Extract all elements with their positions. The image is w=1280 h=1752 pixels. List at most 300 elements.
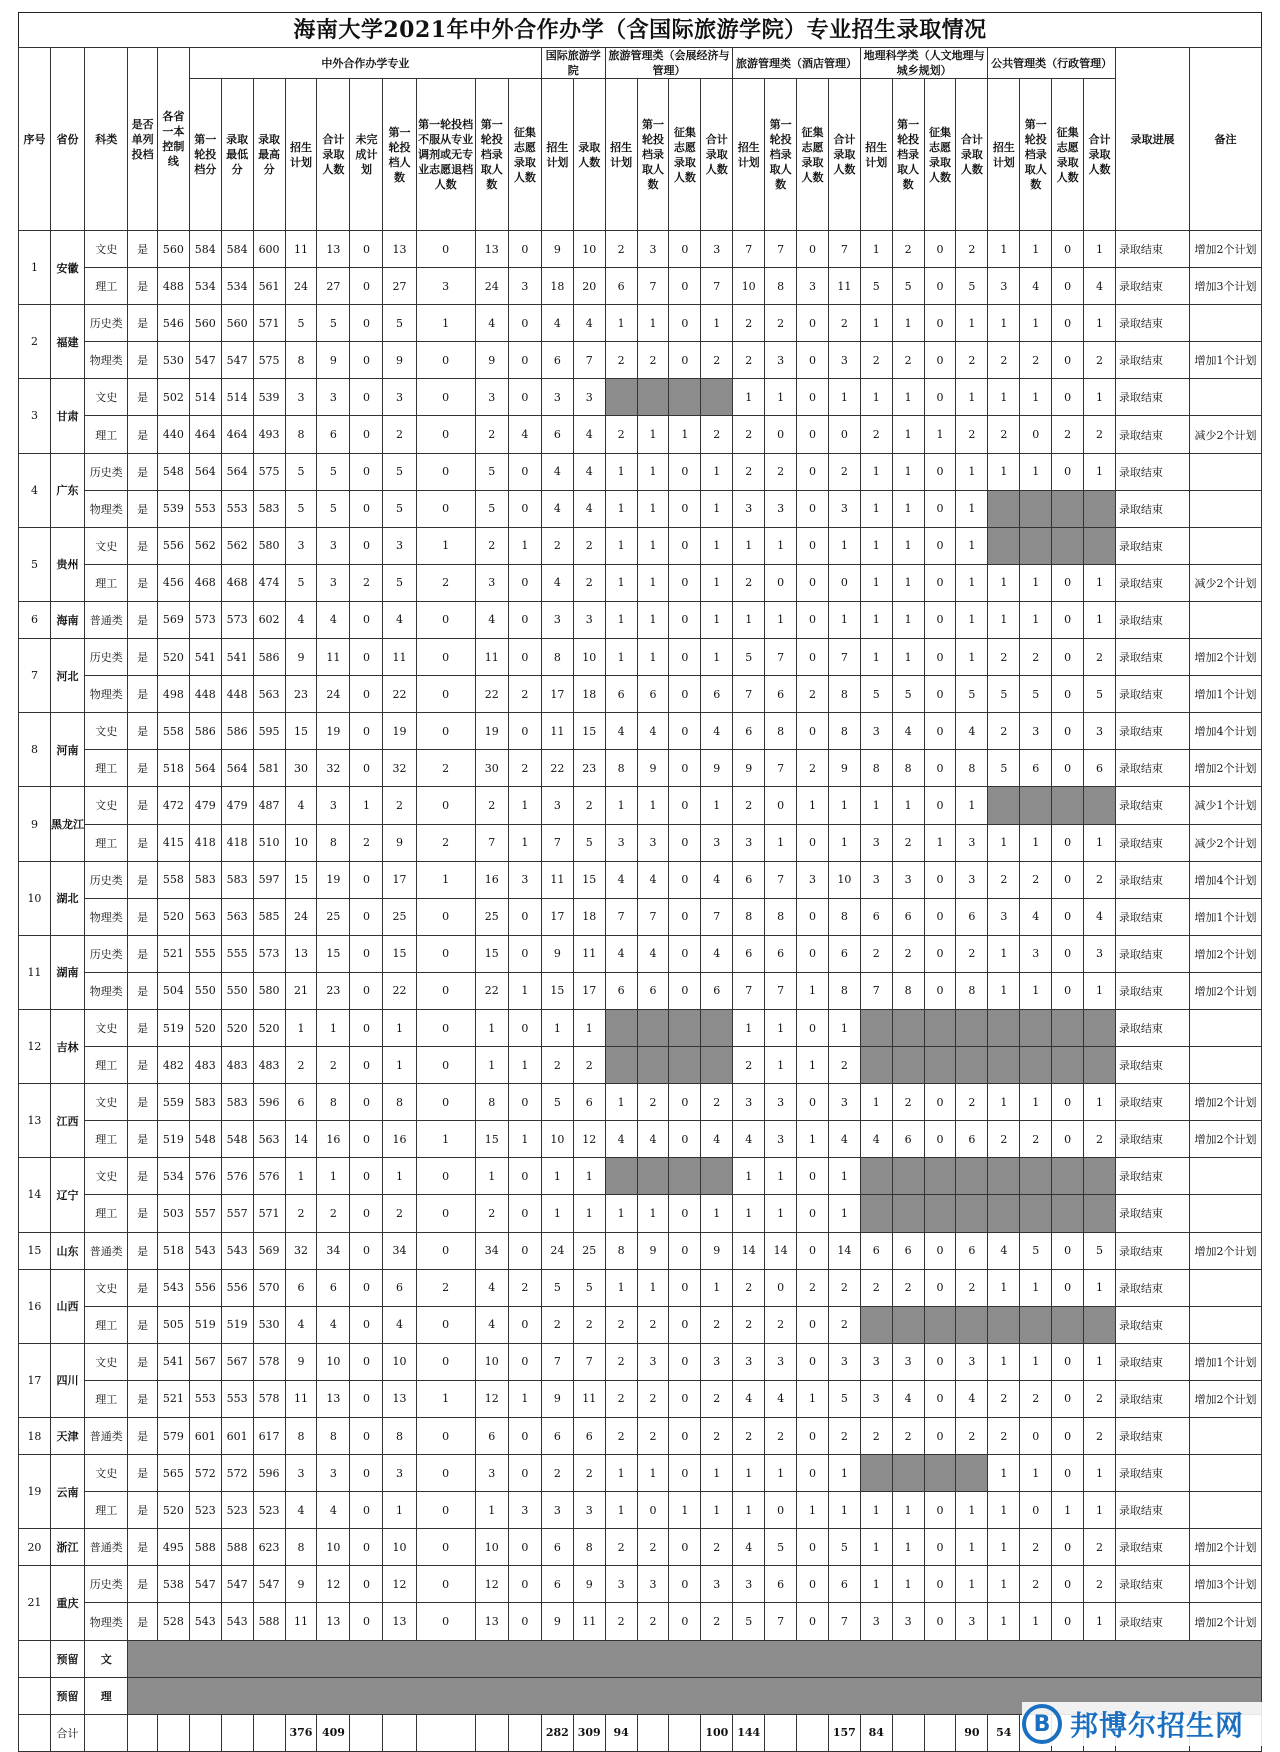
row-value: 0 <box>1052 713 1084 750</box>
row-value: 0 <box>508 1158 541 1195</box>
row-value: 518 <box>157 1232 189 1269</box>
row-value: 597 <box>253 861 285 898</box>
row-value: 19 <box>317 713 350 750</box>
row-value: 1 <box>1084 601 1116 638</box>
row-remark <box>1189 1455 1261 1492</box>
table-row <box>19 1380 1262 1417</box>
row-value: 601 <box>189 1418 221 1455</box>
row-value: 4 <box>1084 898 1116 935</box>
row-value: 1 <box>956 490 988 527</box>
row-value: 0 <box>508 453 541 490</box>
row-value: 3 <box>765 490 797 527</box>
empty-cell <box>605 379 637 416</box>
row-value: 556 <box>189 1269 221 1306</box>
row-subject: 物理类 <box>85 490 128 527</box>
row-value: 1 <box>317 1009 350 1046</box>
row-value: 2 <box>765 453 797 490</box>
row-seq-empty <box>19 1677 51 1714</box>
site-name: 邦博尔招生网 <box>1070 1709 1245 1742</box>
row-value: 3 <box>285 527 317 564</box>
row-value: 585 <box>253 898 285 935</box>
row-value: 0 <box>416 1009 475 1046</box>
row-value: 6 <box>573 1418 605 1455</box>
row-value: 11 <box>285 1603 317 1640</box>
row-value: 0 <box>1052 824 1084 861</box>
row-value: 0 <box>924 268 956 305</box>
row-value: 0 <box>828 564 860 601</box>
col-seq: 序号 <box>19 48 51 231</box>
row-value: 1 <box>1020 1084 1052 1121</box>
row-value: 1 <box>860 1492 892 1529</box>
table-row <box>19 1603 1262 1640</box>
row-value: 0 <box>508 1306 541 1343</box>
empty-cell <box>1020 490 1052 527</box>
row-value: 564 <box>189 453 221 490</box>
row-value: 0 <box>669 898 701 935</box>
row-value: 是 <box>128 1047 158 1084</box>
col-group4-0: 招生计划 <box>860 79 892 231</box>
row-value: 1 <box>701 1269 733 1306</box>
row-subject: 文史 <box>85 1009 128 1046</box>
row-value: 8 <box>573 1529 605 1566</box>
row-value: 1 <box>892 305 924 342</box>
row-value: 1 <box>1084 305 1116 342</box>
row-value: 25 <box>383 898 416 935</box>
row-value: 10 <box>383 1529 416 1566</box>
row-value: 4 <box>475 305 508 342</box>
row-progress: 录取结束 <box>1115 416 1189 453</box>
row-value: 0 <box>416 787 475 824</box>
table-row <box>19 1418 1262 1455</box>
row-value: 8 <box>317 1418 350 1455</box>
row-value: 13 <box>475 231 508 268</box>
row-seq: 10 <box>19 861 51 935</box>
row-value: 3 <box>860 713 892 750</box>
row-value: 562 <box>221 527 253 564</box>
row-value: 是 <box>128 1232 158 1269</box>
col-group5-2: 征集志愿录取人数 <box>1052 79 1084 231</box>
row-value: 17 <box>573 972 605 1009</box>
row-value: 7 <box>765 231 797 268</box>
row-value: 0 <box>924 1269 956 1306</box>
table-row <box>19 1158 1262 1195</box>
row-value: 3 <box>416 268 475 305</box>
row-province: 湖南 <box>50 935 84 1009</box>
row-value: 5 <box>285 490 317 527</box>
row-value: 547 <box>221 342 253 379</box>
row-value: 7 <box>765 972 797 1009</box>
row-value: 8 <box>765 898 797 935</box>
row-value: 1 <box>988 1084 1020 1121</box>
row-value: 1 <box>956 639 988 676</box>
row-value: 0 <box>508 639 541 676</box>
row-value: 3 <box>637 231 669 268</box>
empty-cell <box>605 1009 637 1046</box>
row-value: 0 <box>508 1529 541 1566</box>
row-value: 576 <box>253 1158 285 1195</box>
row-value: 1 <box>701 639 733 676</box>
row-value: 是 <box>128 898 158 935</box>
row-value: 556 <box>157 527 189 564</box>
row-value: 1 <box>541 1195 573 1232</box>
row-value: 0 <box>350 416 383 453</box>
row-value: 1 <box>573 1195 605 1232</box>
row-value: 1 <box>956 305 988 342</box>
row-value: 547 <box>221 1566 253 1603</box>
row-value: 3 <box>892 861 924 898</box>
row-value: 10 <box>285 824 317 861</box>
empty-cell <box>701 379 733 416</box>
empty-cell <box>1052 490 1084 527</box>
row-progress: 录取结束 <box>1115 1009 1189 1046</box>
row-value: 448 <box>221 676 253 713</box>
row-value: 11 <box>573 1603 605 1640</box>
row-value: 617 <box>253 1418 285 1455</box>
row-value: 32 <box>285 1232 317 1269</box>
empty-cell <box>956 1455 988 1492</box>
row-value: 3 <box>285 1455 317 1492</box>
row-province: 河北 <box>50 639 84 713</box>
row-value: 2 <box>508 676 541 713</box>
row-value: 19 <box>317 861 350 898</box>
row-value: 19 <box>383 713 416 750</box>
row-value: 8 <box>892 750 924 787</box>
row-value: 1 <box>637 416 669 453</box>
row-value: 1 <box>475 1158 508 1195</box>
row-value: 11 <box>317 639 350 676</box>
row-value: 24 <box>285 268 317 305</box>
row-remark: 增加1个计划 <box>1189 342 1261 379</box>
row-value: 3 <box>1084 935 1116 972</box>
row-value: 1 <box>765 601 797 638</box>
row-value: 1 <box>765 1455 797 1492</box>
row-value: 0 <box>669 1529 701 1566</box>
row-value: 1 <box>508 1047 541 1084</box>
row-value: 3 <box>988 898 1020 935</box>
row-value: 0 <box>350 898 383 935</box>
row-value: 0 <box>350 342 383 379</box>
row-value: 7 <box>733 676 765 713</box>
row-subject: 理工 <box>85 824 128 861</box>
total-value <box>637 1714 669 1751</box>
row-value: 0 <box>669 601 701 638</box>
row-value: 0 <box>797 416 829 453</box>
row-remark: 增加4个计划 <box>1189 713 1261 750</box>
row-value: 1 <box>508 824 541 861</box>
row-value: 8 <box>828 898 860 935</box>
row-value: 0 <box>924 305 956 342</box>
row-value: 9 <box>701 1232 733 1269</box>
row-value: 3 <box>828 490 860 527</box>
total-value <box>128 1714 158 1751</box>
reserve-label: 预留 <box>50 1640 84 1677</box>
row-value: 575 <box>253 342 285 379</box>
row-value: 15 <box>317 935 350 972</box>
row-value: 6 <box>541 416 573 453</box>
row-value: 1 <box>988 564 1020 601</box>
row-value: 0 <box>350 861 383 898</box>
row-value: 5 <box>317 453 350 490</box>
row-value: 25 <box>573 1232 605 1269</box>
table-row <box>19 861 1262 898</box>
row-value: 1 <box>1020 601 1052 638</box>
row-value: 6 <box>573 1084 605 1121</box>
row-value: 0 <box>797 935 829 972</box>
row-province: 黑龙江 <box>50 787 84 861</box>
row-value: 3 <box>1020 713 1052 750</box>
row-value: 2 <box>285 1047 317 1084</box>
row-value: 0 <box>1052 601 1084 638</box>
row-seq: 18 <box>19 1418 51 1455</box>
row-value: 523 <box>221 1492 253 1529</box>
row-value: 4 <box>541 564 573 601</box>
row-value: 4 <box>285 1492 317 1529</box>
row-value: 20 <box>573 268 605 305</box>
row-value: 1 <box>765 824 797 861</box>
row-subject: 物理类 <box>85 676 128 713</box>
row-value: 0 <box>1052 1269 1084 1306</box>
row-value: 518 <box>157 750 189 787</box>
row-province: 河南 <box>50 713 84 787</box>
row-value: 2 <box>701 1380 733 1417</box>
row-value: 15 <box>541 972 573 1009</box>
row-value: 440 <box>157 416 189 453</box>
row-value: 24 <box>285 898 317 935</box>
row-value: 4 <box>605 713 637 750</box>
total-label: 合计 <box>50 1714 84 1751</box>
row-value: 521 <box>157 1380 189 1417</box>
row-value: 11 <box>541 861 573 898</box>
row-value: 2 <box>541 527 573 564</box>
row-province: 山西 <box>50 1269 84 1343</box>
row-value: 6 <box>637 972 669 1009</box>
row-progress: 录取结束 <box>1115 935 1189 972</box>
row-province: 四川 <box>50 1343 84 1417</box>
row-value: 595 <box>253 713 285 750</box>
row-value: 5 <box>285 564 317 601</box>
row-value: 3 <box>383 379 416 416</box>
row-value: 571 <box>253 305 285 342</box>
table-row <box>19 639 1262 676</box>
row-subject: 文史 <box>85 713 128 750</box>
col-group4-1: 第一轮投档录取人数 <box>892 79 924 231</box>
row-value: 1 <box>828 1455 860 1492</box>
row-value: 2 <box>605 1418 637 1455</box>
row-remark <box>1189 1195 1261 1232</box>
row-value: 1 <box>669 416 701 453</box>
row-value: 1 <box>860 639 892 676</box>
row-value: 1 <box>416 1380 475 1417</box>
row-value: 15 <box>475 935 508 972</box>
row-value: 5 <box>317 490 350 527</box>
row-value: 0 <box>669 1455 701 1492</box>
row-value: 0 <box>924 1121 956 1158</box>
row-value: 563 <box>253 676 285 713</box>
row-value: 571 <box>253 1195 285 1232</box>
row-value: 570 <box>253 1269 285 1306</box>
row-value: 534 <box>189 268 221 305</box>
row-value: 0 <box>416 1566 475 1603</box>
row-value: 2 <box>605 1529 637 1566</box>
row-value: 5 <box>988 676 1020 713</box>
row-value: 3 <box>541 1492 573 1529</box>
total-value: 100 <box>701 1714 733 1751</box>
row-value: 553 <box>221 490 253 527</box>
row-value: 1 <box>860 490 892 527</box>
empty-cell <box>1084 527 1116 564</box>
row-value: 是 <box>128 1343 158 1380</box>
row-value: 1 <box>701 490 733 527</box>
row-value: 1 <box>1084 231 1116 268</box>
table-row <box>19 490 1262 527</box>
table-row <box>19 1269 1262 1306</box>
row-value: 2 <box>573 1306 605 1343</box>
row-value: 1 <box>605 787 637 824</box>
row-value: 1 <box>573 1158 605 1195</box>
row-value: 1 <box>733 601 765 638</box>
empty-cell <box>892 1455 924 1492</box>
row-subject: 物理类 <box>85 342 128 379</box>
row-value: 11 <box>285 1380 317 1417</box>
row-value: 4 <box>541 490 573 527</box>
row-value: 483 <box>221 1047 253 1084</box>
row-value: 0 <box>797 898 829 935</box>
row-value: 3 <box>637 824 669 861</box>
row-value: 是 <box>128 713 158 750</box>
row-value: 1 <box>956 787 988 824</box>
row-progress: 录取结束 <box>1115 824 1189 861</box>
row-value: 17 <box>383 861 416 898</box>
row-value: 是 <box>128 1455 158 1492</box>
row-progress: 录取结束 <box>1115 1566 1189 1603</box>
row-value: 4 <box>573 416 605 453</box>
row-remark: 增加1个计划 <box>1189 676 1261 713</box>
row-subject: 理工 <box>85 750 128 787</box>
row-value: 3 <box>701 1566 733 1603</box>
row-value: 0 <box>350 1306 383 1343</box>
row-value: 0 <box>924 898 956 935</box>
row-value: 0 <box>1052 1121 1084 1158</box>
row-value: 0 <box>350 305 383 342</box>
row-value: 25 <box>317 898 350 935</box>
row-value: 3 <box>733 1566 765 1603</box>
row-value: 2 <box>988 861 1020 898</box>
row-remark <box>1189 1492 1261 1529</box>
row-value: 0 <box>924 527 956 564</box>
total-value: 90 <box>956 1714 988 1751</box>
row-value: 1 <box>860 379 892 416</box>
table-row <box>19 601 1262 638</box>
row-value: 4 <box>956 1380 988 1417</box>
row-value: 0 <box>669 527 701 564</box>
row-value: 1 <box>573 1009 605 1046</box>
row-value: 1 <box>508 527 541 564</box>
row-value: 479 <box>221 787 253 824</box>
row-value: 0 <box>416 713 475 750</box>
row-value: 27 <box>383 268 416 305</box>
row-value: 7 <box>541 824 573 861</box>
row-value: 1 <box>508 1380 541 1417</box>
row-value: 573 <box>189 601 221 638</box>
row-value: 24 <box>541 1232 573 1269</box>
table-row <box>19 1195 1262 1232</box>
row-value: 2 <box>317 1047 350 1084</box>
row-value: 4 <box>383 601 416 638</box>
row-value: 573 <box>253 935 285 972</box>
row-value: 0 <box>669 453 701 490</box>
row-value: 2 <box>285 1195 317 1232</box>
row-value: 2 <box>988 713 1020 750</box>
row-value: 是 <box>128 379 158 416</box>
row-value: 3 <box>541 379 573 416</box>
row-value: 4 <box>637 713 669 750</box>
row-value: 1 <box>1084 379 1116 416</box>
row-value: 563 <box>189 898 221 935</box>
row-value: 482 <box>157 1047 189 1084</box>
row-value: 558 <box>157 861 189 898</box>
row-value: 547 <box>253 1566 285 1603</box>
row-seq: 7 <box>19 639 51 713</box>
row-value: 8 <box>285 342 317 379</box>
row-value: 0 <box>669 676 701 713</box>
row-remark: 增加2个计划 <box>1189 1121 1261 1158</box>
row-progress: 录取结束 <box>1115 1084 1189 1121</box>
row-value: 468 <box>221 564 253 601</box>
row-value: 9 <box>637 1232 669 1269</box>
row-value: 8 <box>475 1084 508 1121</box>
row-value: 10 <box>541 1121 573 1158</box>
row-value: 2 <box>988 1418 1020 1455</box>
row-remark: 增加3个计划 <box>1189 268 1261 305</box>
row-value: 1 <box>765 379 797 416</box>
row-value: 2 <box>733 453 765 490</box>
row-value: 1 <box>605 564 637 601</box>
row-value: 5 <box>1084 676 1116 713</box>
row-value: 1 <box>797 1047 829 1084</box>
table-row <box>19 1492 1262 1529</box>
row-value: 2 <box>860 342 892 379</box>
row-value: 10 <box>573 639 605 676</box>
row-value: 0 <box>416 1418 475 1455</box>
row-value: 2 <box>573 1455 605 1492</box>
row-value: 550 <box>221 972 253 1009</box>
row-value: 0 <box>669 342 701 379</box>
empty-cell <box>892 1195 924 1232</box>
row-value: 1 <box>956 1492 988 1529</box>
row-province: 安徽 <box>50 231 84 305</box>
row-value: 7 <box>701 268 733 305</box>
row-value: 是 <box>128 342 158 379</box>
row-remark: 增加3个计划 <box>1189 1566 1261 1603</box>
row-value: 1 <box>924 416 956 453</box>
row-value: 3 <box>860 1380 892 1417</box>
row-value: 1 <box>924 824 956 861</box>
row-value: 3 <box>765 1121 797 1158</box>
row-value: 2 <box>1084 639 1116 676</box>
row-value: 0 <box>508 342 541 379</box>
row-value: 578 <box>253 1343 285 1380</box>
row-value: 1 <box>605 601 637 638</box>
col-remark: 备注 <box>1189 48 1261 231</box>
row-subject: 历史类 <box>85 1566 128 1603</box>
row-value: 9 <box>541 935 573 972</box>
row-value: 2 <box>956 1269 988 1306</box>
row-value: 0 <box>669 305 701 342</box>
row-value: 0 <box>924 379 956 416</box>
row-value: 2 <box>765 1306 797 1343</box>
row-value: 0 <box>924 787 956 824</box>
row-value: 4 <box>956 713 988 750</box>
